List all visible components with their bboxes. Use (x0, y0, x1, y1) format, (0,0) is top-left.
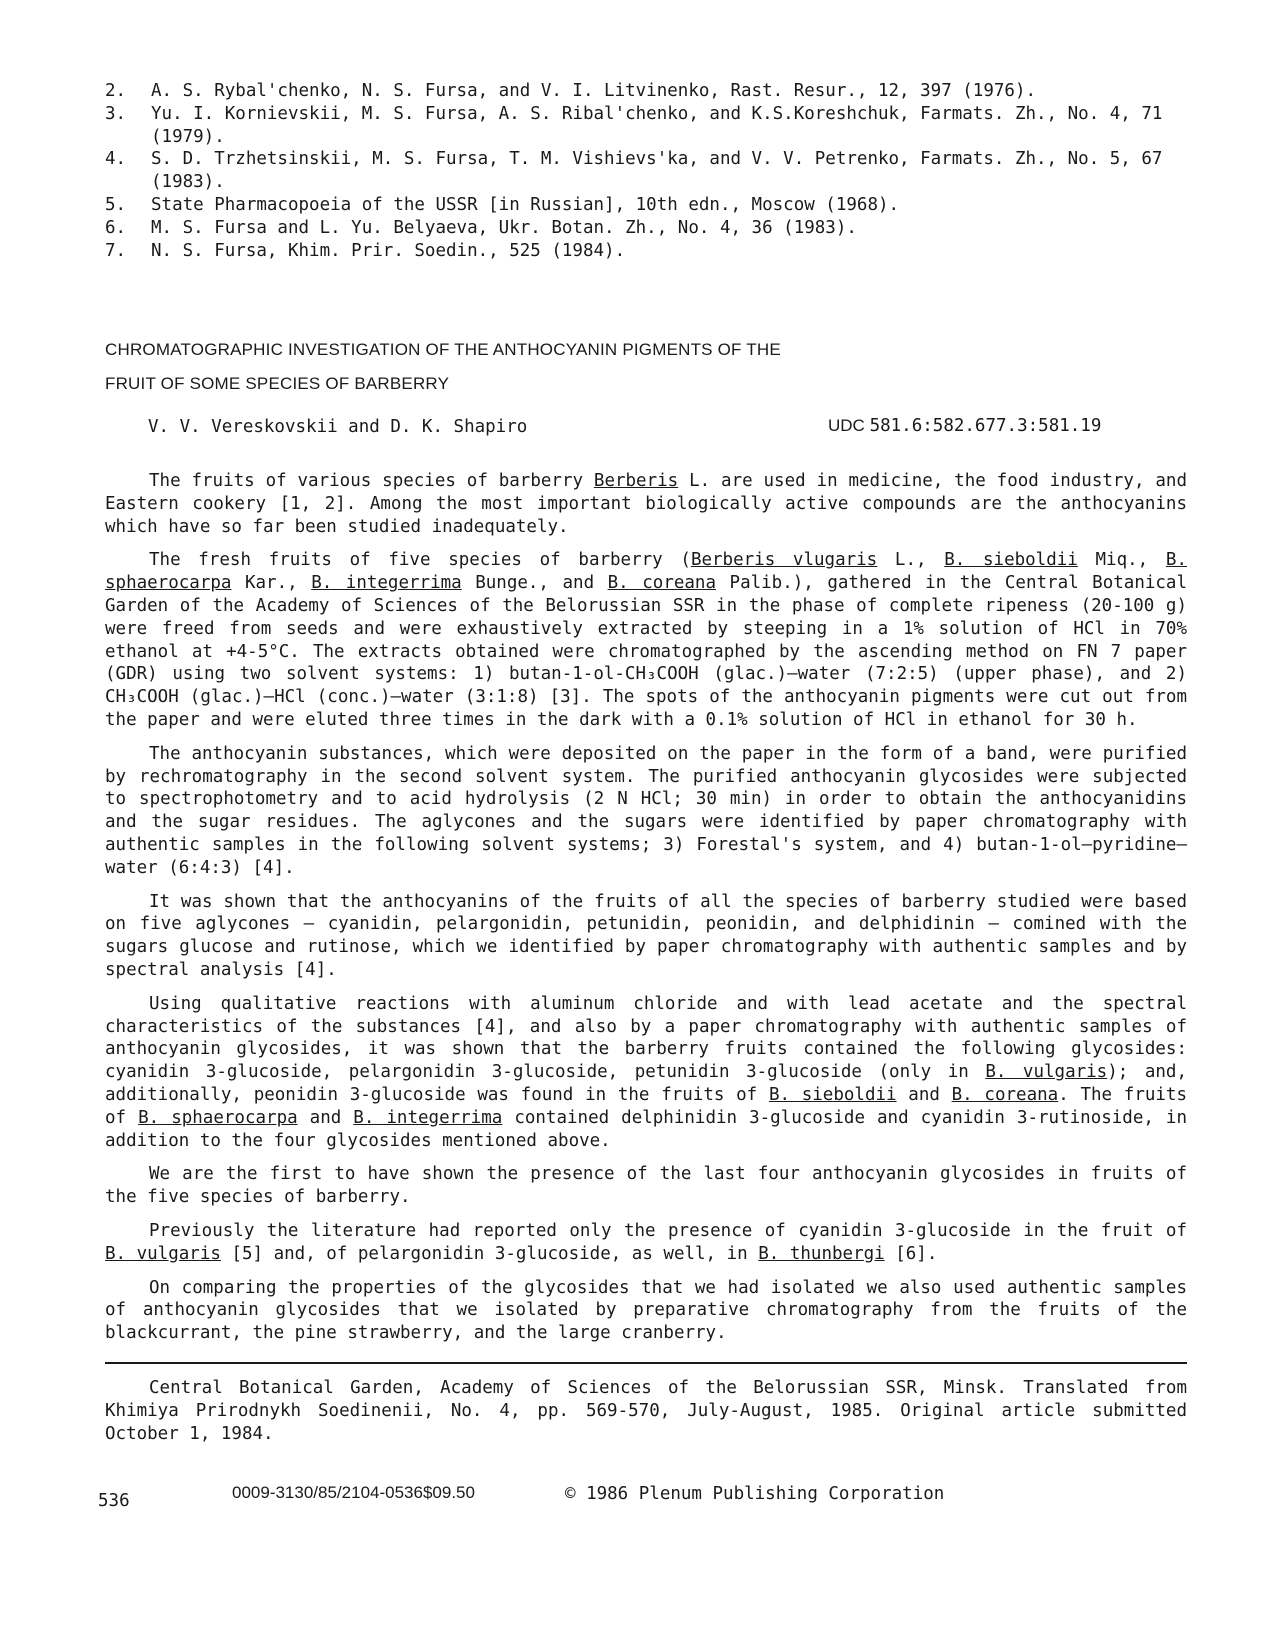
text-run: Kar., (231, 573, 312, 594)
reference-item (105, 80, 1195, 103)
article-body (105, 470, 1187, 1356)
reference-number: 3. (105, 103, 127, 124)
paragraph: We are the first to have shown the presence of the last four anthocyanin glycosides in fruits of the five species of barberry. (105, 1164, 1187, 1208)
text-run: and (297, 1107, 354, 1128)
text-run: and (896, 1084, 952, 1105)
reference-item (105, 240, 1195, 263)
species-name: B. integerrima (353, 1107, 503, 1128)
species-name: B. thunbergi (758, 1243, 885, 1264)
reference-number: 5. (105, 194, 127, 215)
species-name: B. vulgaris (105, 1243, 221, 1264)
species-name: B. sphaerocarpa (105, 550, 1187, 594)
text-run: . The fruits of (105, 1084, 1187, 1128)
reference-item (105, 148, 1195, 194)
reference-number: 2. (105, 81, 127, 101)
species-name: B. coreana (607, 573, 716, 594)
article-title (105, 333, 781, 401)
text-run: Bunge., and (461, 573, 608, 594)
udc-value: 581.6:582.677.3:581.19 (869, 416, 1102, 436)
paragraph: On comparing the properties of the glycosides that we had isolated we also used authentic samples of anthocyanin glycosides that we isolated by preparative chromatography from the fruits of the blackcurrant, the pine strawberry, and the large cranberry. (105, 1277, 1187, 1344)
text-run: Miq., (1077, 550, 1166, 571)
species-name: B. coreana (951, 1084, 1059, 1105)
article-authors: V. V. Vereskovskii and D. K. Shapiro (148, 417, 528, 437)
reference-item (105, 194, 1195, 217)
paragraph: It was shown that the anthocyanins of the fruits of all the species of barberry studied were based on five aglycones — cyanidin, pelargonidin, petunidin, peonidin, and delphidinin — comined with the sugars glucose and rutinose, which we identified by paper chromatography with authentic samples and by spectral analysis [4]. (105, 891, 1187, 980)
reference-text: Yu. I. Kornievskii, M. S. Fursa, A. S. Ribal'chenko, and K.S.Koreshchuk, Farmats. Zh., No. 4, 71 (1979). (151, 103, 1163, 147)
text-run: contained delphinidin 3-glucoside and cyanidin 3-rutinoside, in addition to the four glycosides mentioned above. (105, 1107, 1188, 1151)
copyright-notice: © 1986 Plenum Publishing Corporation (565, 1484, 945, 1504)
affiliation-note: Central Botanical Garden, Academy of Sciences of the Belorussian SSR, Minsk. Translated from Khimiya Prirodnykh Soedinenii, No. 4, pp. 569-570, July-August, 1985. Original article submitted October 1, 1984. (105, 1378, 1187, 1444)
text-run: The fresh fruits of five species of barberry ( (149, 550, 691, 571)
reference-item (105, 103, 1195, 149)
reference-list (105, 80, 1195, 262)
text-run: Using qualitative reactions with aluminum chloride and with lead acetate and the spectral characteristics of the substances [4], and also by a paper chromatography with authentic samples of anthocyanin glycosides, it was shown that the barberry fruits contained the following glycosides: cyanidin 3-glucoside, pelargonidin 3-glucoside, petunidin 3-glucoside (only in (105, 993, 1187, 1083)
text-run: L. are used in medicine, the food industry, and Eastern cookery [1, 2]. Among the most important biologically active compounds are the anthocyanins which have so far been studied inadequately. (105, 471, 1187, 537)
reference-text: A. S. Rybal'chenko, N. S. Fursa, and V. I. Litvinenko, Rast. Resur., 12, 397 (1976). (151, 81, 1037, 101)
species-name: B. sphaerocarpa (138, 1107, 298, 1128)
text-run: Palib.), gathered in the Central Botanical Garden of the Academy of Sciences of the Belorussian SSR in the phase of complete ripeness (20-100 g) were freed from seeds and were exhaustively extracted by steeping in a 1% solution of HCl in 70% ethanol at +4-5°C. The extracts obtained were chromatographed by the ascending method on FN 7 paper (GDR) using two solvent systems: 1) butan-1-ol-CH₃COOH (glac.)—water (7:2:5) (upper phase), and 2) CH₃COOH (glac.)—HCl (conc.)—water (3:1:8) [3]. The spots of the anthocyanin pigments were cut out from the paper and were eluted three times in the dark with a 0.1% solution of HCl in ethanol for 30 h. (105, 573, 1187, 730)
udc-label: UDC (828, 416, 865, 435)
reference-number: 7. (105, 240, 127, 261)
text-run: ); and, additionally, peonidin 3-glucoside was found in the fruits of (105, 1062, 1187, 1105)
paragraph (105, 549, 1187, 731)
udc-classification (828, 416, 1101, 436)
species-name: B. integerrima (311, 573, 462, 594)
paragraph (105, 993, 1187, 1153)
paragraph: The anthocyanin substances, which were deposited on the paper in the form of a band, were purified by rechromatography in the second solvent system. The purified anthocyanin glycosides were subjected to spectrophotometry and to acid hydrolysis (2 N HCl; 30 min) in order to obtain the anthocyanidins and the sugar residues. The aglycones and the sugars were identified by paper chromatography with authentic samples in the following solvent systems; 3) Forestal's system, and 4) butan-1-ol—pyridine—water (6:4:3) [4]. (105, 743, 1187, 878)
footnote-divider (105, 1362, 1187, 1364)
reference-text: S. D. Trzhetsinskii, M. S. Fursa, T. M. Vishievs'ka, and V. V. Petrenko, Farmats. Zh., No. 5, 67 (1983). (151, 149, 1163, 193)
paragraph (105, 470, 1187, 538)
text-run: [5] and, of pelargonidin 3-glucoside, as well, in (220, 1243, 759, 1264)
species-name: B. sieboldii (944, 550, 1078, 571)
text-run: L., (877, 550, 945, 571)
species-name: Berberis (593, 471, 679, 491)
article-title-line: FRUIT OF SOME SPECIES OF BARBERRY (105, 374, 450, 393)
text-run: Previously the literature had reported only the presence of cyanidin 3-glucoside in the fruit of (149, 1220, 1187, 1241)
reference-item (105, 217, 1195, 240)
page-number: 536 (98, 1491, 130, 1511)
species-name: Berberis vlugaris (690, 550, 878, 571)
paragraph (105, 1220, 1187, 1266)
reference-number: 4. (105, 149, 127, 170)
reference-text: N. S. Fursa, Khim. Prir. Soedin., 525 (1984). (151, 240, 626, 261)
article-title-line: CHROMATOGRAPHIC INVESTIGATION OF THE ANTHOCYANIN PIGMENTS OF THE (105, 340, 781, 359)
text-run: The fruits of various species of barberry (149, 471, 594, 491)
publication-code: 0009-3130/85/2104-0536$09.50 (232, 1483, 475, 1502)
reference-number: 6. (105, 217, 127, 238)
reference-text: State Pharmacopoeia of the USSR [in Russian], 10th edn., Moscow (1968). (151, 194, 900, 215)
species-name: B. sieboldii (768, 1084, 897, 1105)
text-run: [6]. (884, 1243, 938, 1264)
species-name: B. vulgaris (985, 1062, 1108, 1083)
reference-text: M. S. Fursa and L. Yu. Belyaeva, Ukr. Botan. Zh., No. 4, 36 (1983). (151, 217, 857, 238)
